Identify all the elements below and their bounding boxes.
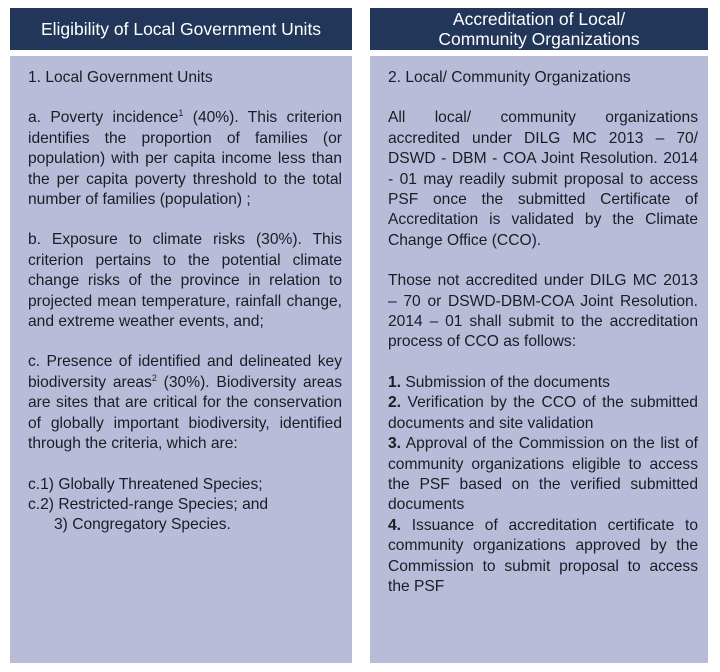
step-number: 1. — [388, 373, 402, 391]
criterion-poverty — [28, 108, 342, 210]
sub-criterion: c.1) Globally Threatened Species; — [28, 475, 263, 493]
criterion-label: c. Presence of identified and delineated key biodiversity areas — [28, 353, 342, 391]
step-text: Approval of the Commission on the list of community organizations eligible to access the PSF based on the verified submitted documents — [388, 435, 698, 514]
step-item — [388, 393, 698, 434]
step-number: 3. — [388, 435, 402, 453]
accreditation-steps — [388, 373, 698, 597]
criterion-text: (40%). This criterion identifies the proportion of families (or population) with per capita income less than the per capita poverty threshold to the total number of families (population) ; — [28, 109, 342, 209]
criterion-text: (30%). Biodiversity areas are sites that are critical for the conservation of globally important biodiversity, identified through the criteria, which are: — [28, 373, 342, 453]
accredited-paragraph: All local/ community organizations accredited under DILG MC 2013 – 70/ DSWD - DBM - COA Joint Resolution. 2014 - 01 may readily submit proposal to access PSF once the submitted Certificate of Accreditation is validated by the Climate Change Office (CCO). — [388, 109, 698, 249]
step-item — [388, 434, 698, 516]
org-section-title: 2. Local/ Community Organizations — [388, 69, 631, 86]
footnote-marker: 1 — [178, 108, 184, 119]
lgu-panel-header: Eligibility of Local Government Units — [10, 8, 352, 50]
sub-criterion: c.2) Restricted-range Species; and — [28, 495, 269, 513]
sub-criteria-list — [28, 475, 342, 536]
accreditation-panel — [370, 8, 708, 663]
step-text: Verification by the CCO of the submitted documents and site validation — [388, 394, 698, 432]
criterion-biodiversity — [28, 352, 342, 454]
lgu-eligibility-panel — [10, 8, 352, 663]
accreditation-panel-body — [370, 56, 708, 663]
criterion-label: a. Poverty incidence — [28, 109, 179, 127]
step-number: 4. — [388, 516, 402, 534]
lgu-panel-body — [10, 56, 352, 663]
not-accredited-paragraph: Those not accredited under DILG MC 2013 – 70 or DSWD-DBM-COA Joint Resolution. 2014 – 01 shall submit to the accreditation process of CCO as follows: — [388, 272, 698, 351]
accreditation-panel-header — [370, 8, 708, 50]
step-text: Issuance of accreditation certificate to community organizations approved by the Commission to submit proposal to access the PSF — [388, 516, 698, 595]
criterion-text: This criterion pertains to the potential climate change risks of the province in relation to projected mean temperature, rainfall change, and extreme weather events, and; — [28, 231, 342, 331]
criterion-label: b. Exposure to climate risks (30%). — [28, 231, 302, 249]
step-item — [388, 373, 698, 393]
sub-criterion: 3) Congregatory Species. — [54, 516, 231, 534]
criterion-climate-risk — [28, 230, 342, 332]
step-text: Submission of the documents — [405, 373, 610, 391]
header-line: Community Organizations — [438, 29, 640, 49]
footnote-marker: 2 — [151, 372, 157, 383]
lgu-section-title: 1. Local Government Units — [28, 69, 213, 86]
header-line: Accreditation of Local/ — [452, 9, 626, 29]
step-item — [388, 516, 698, 598]
step-number: 2. — [388, 394, 402, 412]
